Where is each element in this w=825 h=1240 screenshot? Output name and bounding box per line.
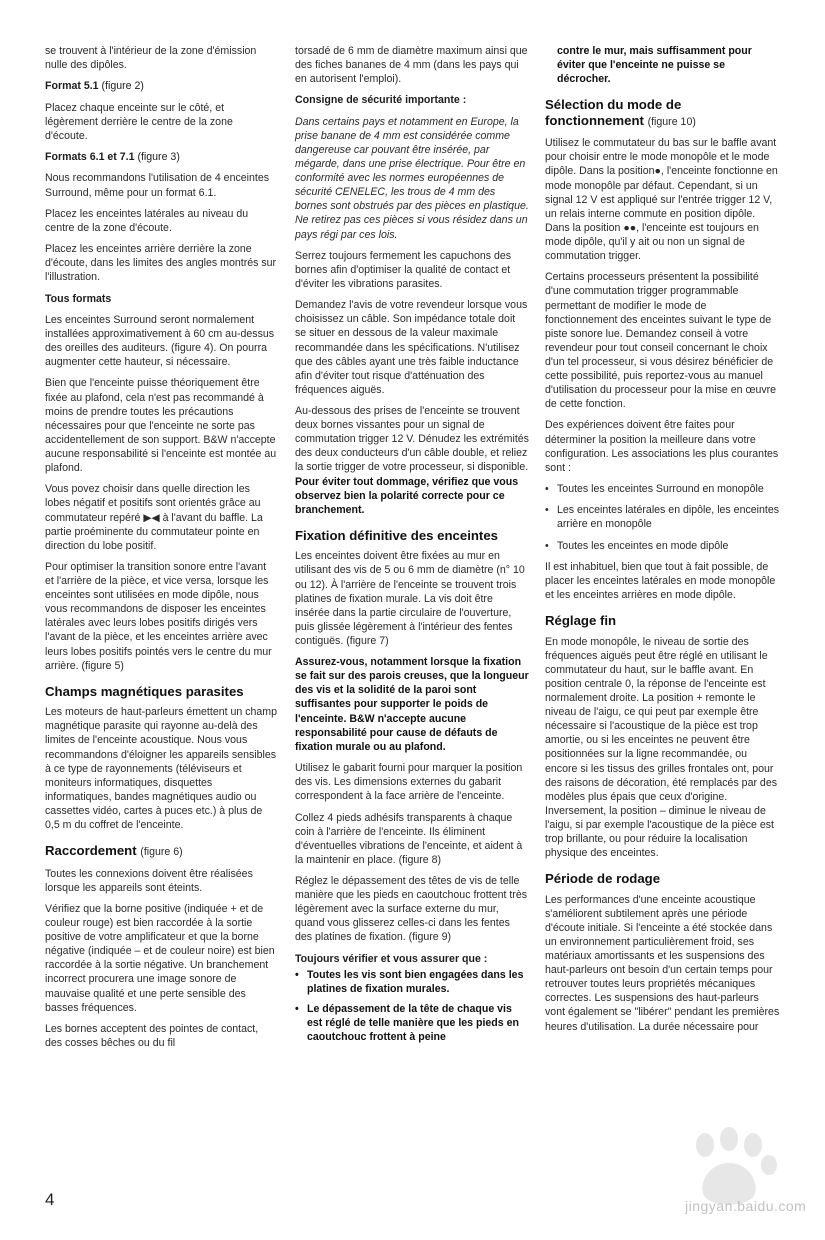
list-item: • Toutes les enceintes en mode dipôle [545,539,780,553]
subheading-consigne-securite: Consigne de sécurité importante : [295,94,467,107]
paragraph: torsadé de 6 mm de diamètre maximum ainsi que des fiches bananes de 4 mm (dans les pays qui en autorisent l'emploi). [295,45,528,86]
paragraph: Bien que l'enceinte puisse théoriquement être fixée au plafond, cela n'est pas recommandé à moins de prendre toutes les précautions nécessaires pour que l'enceinte ne sorte pas accidentellement de son support. B&W n'accepte aucune responsabilité si l'enceinte est montée au plafond. [45,377,277,475]
paragraph: Pour optimiser la transition sonore entre l'avant et l'arrière de la pièce, et vice versa, lorsque les enceintes sont utilisées en mode dipôle, nous vous recommandons de disposer les enceintes latérales avec leurs lobes positifs dirigés vers l'avant de la pièce, et les enceintes arrière avec leurs lobes positifs pointés vers le centre du mur arrière. (figure 5) [45,560,272,672]
paragraph: Demandez l'avis de votre revendeur lorsque vous choisissez un câble. Son impédance totale doit se situer en dessous de la valeur maximale recommandée dans les spécifications. N'utilisez que des câbles ayant une très faible inductance afin d'éviter tout risque d'atténuation des fréquences aiguës. [295,299,528,396]
subheading-formats-6-1-7-1: Formats 6.1 et 7.1 (figure 3) [45,151,180,164]
watermark-url: jingyan.baidu.com [685,1198,807,1214]
paragraph: Des expériences doivent être faites pour déterminer la position la meilleure dans votre configuration. Les associations les plus courantes sont : [545,419,779,474]
paragraph: Les enceintes doivent être fixées au mur en utilisant des vis de 5 ou 6 mm de diamètre (n° 10 ou 12). À l'arrière de l'enceinte se trouvent trois platines de fixation murale. La vis doit être insérée dans la partie circulaire de l'ouverture, puis glissée légèrement à l'intérieur des fentes contiguës. (figure 7) [295,550,525,647]
paragraph: Les moteurs de haut-parleurs émettent un champ magnétique parasite qui rayonne au-delà des limites de l'enceinte acoustique. Nous vous recommandons d'éloigner les appareils sensibles à ce type de rayonnements (téléviseurs et moniteurs informatiques, disquettes informatiques, bandes magnétiques audio ou cassettes vidéo, cartes à puces etc.) à plus de 0,5 m du coffret de l'enceinte. [45,706,278,831]
heading-champs-magnetiques: Champs magnétiques parasites [45,683,244,699]
subheading-toujours-verifier: Toujours vérifier et vous assurer que : [295,952,488,965]
check-list [295,968,529,1044]
heading-periode-rodage: Période de rodage [545,871,661,887]
continued-bold: contre le mur, mais suffisamment pour éviter que l'enceinte ne puisse se décrocher. [557,45,752,86]
safety-note-italic: Dans certains pays et notamment en Europe, la prise banane de 4 mm est considérée comme dangereuse car pouvant être insérée, par mégarde, dans une prise électrique. Pour être en conformité avec les normes européennes de sécurité CENELEC, les trous de 4 mm des bornes sont obstrués par des pièces en plastique. Ne retirez pas ces pièces si vous résidez dans un pays régi par ces lois. [295,115,529,241]
subheading-tous-formats: Tous formats [45,292,112,305]
subheading-format-5-1: Format 5.1 (figure 2) [45,80,144,93]
paragraph: Les enceintes Surround seront normalement installées approximativement à 60 cm au-dessus des oreilles des auditeurs. (figure 4). On pourra augmenter cette hauteur, si nécessaire. [45,313,275,369]
paragraph: Réglez le dépassement des têtes de vis de telle manière que les pieds en caoutchouc frottent très légèrement avec la surface externe du mur, quand vous glisserez celles-ci dans les fentes des platines de fixation. (figure 9) [295,875,528,944]
paragraph: Serrez toujours fermement les capuchons des bornes afin d'optimiser la qualité de contact et d'éviter les vibrations parasites. [295,249,512,290]
paragraph: Vérifiez que la borne positive (indiquée + et de couleur rouge) est bien raccordée à la sortie positive de votre amplificateur et que la borne négative (indiquée – et de couleur noire) est bien raccordée à la sortie négative. Un branchement incorrect procurera une image sonore de mauvaise qualité et une perte sensible des basses fréquences. [45,902,275,1014]
list-item: • Le dépassement de la tête de chaque vis est réglé de telle manière que les pieds en caoutchouc frottent à peine [295,1002,529,1044]
page-number: 4 [45,1190,55,1209]
column-left [45,44,277,1057]
warning-bold: Assurez-vous, notamment lorsque la fixation se fait sur des parois creuses, que la longueur des vis et la solidité de la paroi sont suffisantes pour supporter le poids de l'enceinte. B&W n'accepte aucune responsabilité pour cause de défauts de fixation murale ou au plafond. [295,656,529,753]
list-item: • Toutes les vis sont bien engagées dans les platines de fixation murales. [295,968,529,996]
heading-raccordement: Raccordement (figure 6) [45,843,183,859]
paragraph: Les bornes acceptent des pointes de contact, des cosses bêches ou du fil [45,1022,259,1049]
heading-reglage-fin: Réglage fin [545,613,617,629]
paragraph: Placez chaque enceinte sur le côté, et légèrement derrière le centre de la zone d'écoute. [45,101,233,142]
list-item: • Les enceintes latérales en dipôle, les enceintes arrière en monopôle [545,503,780,531]
configuration-list [545,482,780,553]
paragraph: Les performances d'une enceinte acoustique s'améliorent subtilement après une période d'écoute initiale. Si l'enceinte a été stockée dans un environnement particulièrement froid, ses matériaux amortissants et les suspensions des haut-parleurs ont besoin d'un certain temps pour retrouver toutes leurs propriétés mécaniques correctes. Les suspensions des haut-parleurs vont également se "libérer" pendant les premières heures d'utilisation. La durée nécessaire pour [545,893,780,1033]
paragraph: Placez les enceintes latérales au niveau du centre de la zone d'écoute. [45,207,249,234]
paragraph-trigger: Au-dessous des prises de l'enceinte se trouvent deux bornes vissantes pour un signal de commutation trigger 12 V. Dénudez les extrémités des deux conducteurs d'un câble double, et reliez la sortie trigger de votre processeur, si disponible. Pour éviter tout dommage, vérifiez que vous observez bien la polarité correcte pour ce branchement. [295,405,529,516]
paragraph: se trouvent à l'intérieur de la zone d'émission nulle des dipôles. [45,45,257,72]
list-item: • Toutes les enceintes Surround en monopôle [545,482,780,496]
paragraph: Collez 4 pieds adhésifs transparents à chaque coin à l'arrière de l'enceinte. Ils éliminent d'éventuelles vibrations de l'enceinte, et aident à la maintenir en place. (figure 8) [295,811,523,866]
paragraph: En mode monopôle, le niveau de sortie des fréquences aiguës peut être réglé en utilisant le commutateur du haut, sur le baffle avant. En position centrale 0, la réponse de l'enceinte est normalement droite. La position + remonte le niveau de l'aigu, ce qui peut par exemple être nécessaire si l'acoustique de la pièce est trop amortie, ou si les enceintes ne peuvent être positionnées sur la ligne recommandée, ou encore si les tissus des grilles frontales ont, pour des raisons de décoration, été remplacés par des modèles plus épais que ceux d'origine. Inversement, la position – diminue le niveau de l'aigu, si par exemple l'acoustique de la pièce est trop brillante, ou pour réduire la localisation physique des enceintes. [545,635,778,860]
paragraph: Il est inhabituel, bien que tout à fait possible, de placer les enceintes latérales en mode monopôle et les enceintes arrières en mode dipôle. [545,560,776,602]
paragraph: Placez les enceintes arrière derrière la zone d'écoute, dans les limites des angles montrés sur l'illustration. [45,243,277,284]
heading-fixation: Fixation définitive des enceintes [295,527,498,543]
paragraph: Toutes les connexions doivent être réalisées lorsque les appareils sont éteints. [45,867,253,894]
paragraph: Vous povez choisir dans quelle direction les lobes négatif et positifs sont orientés grâce au commutateur repéré ▶◀ à l'avant du baffle. La partie proéminente du commutateur pointe en direction du lobe positif. [45,483,263,552]
paragraph: Utilisez le gabarit fourni pour marquer la position des vis. Les dimensions externes du gabarit correspondent à la face arrière de l'enceinte. [295,762,523,803]
column-middle [295,44,529,1051]
paragraph: Utilisez le commutateur du bas sur le baffle avant pour choisir entre le mode monopôle et le mode dipôle. Dans la position●, l'enceinte fonctionne en mode monopôle par défaut. Cependant, si un signal 12 V est appliqué sur l'entrée trigger 12 V, un relais interne commute en position dipôle. Dans la position ●●, l'enceinte est toujours en mode dipôle, qu'il y ait ou non un signal de commutation trigger. [545,137,778,263]
heading-selection-mode: Sélection du mode de fonctionnement (figure 10) [545,97,696,128]
column-right [545,44,780,1041]
paragraph: Nous recommandons l'utilisation de 4 enceintes Surround, même pour un format 6.1. [45,172,270,199]
paragraph: Certains processeurs présentent la possibilité d'une commutation trigger programmable permettant de modifier le mode de fonctionnement des enceintes suivant le type de piste sonore lue. Demandez conseil à votre revendeur pour tout conseil concernant le choix d'un tel processeur, si vous désirez bénéficier de cette possibilité, puis reportez-vous au manuel d'utilisation du processeur pour la mise en œuvre de cette fonction. [545,271,777,411]
